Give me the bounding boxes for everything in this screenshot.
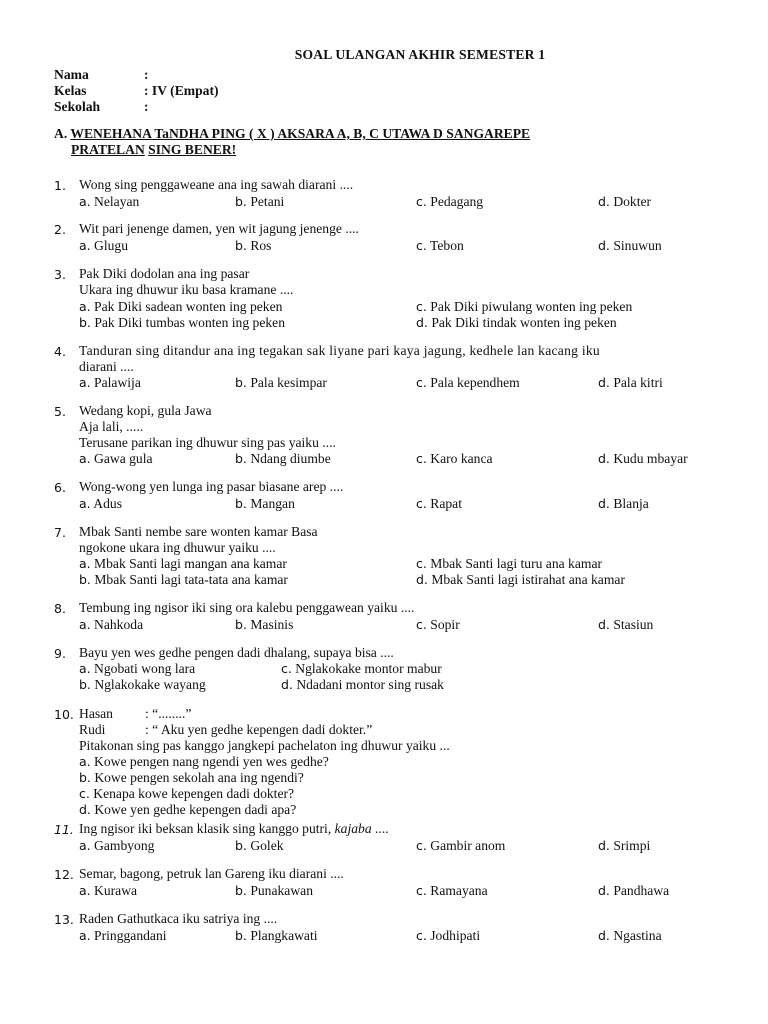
option-b[interactable]: b. Petani [235,194,285,209]
option-letter: b. [235,375,247,390]
dialog-speaker: Hasan [79,706,113,721]
option-letter: a. [79,661,91,676]
nama-value: : [144,67,149,82]
question-stem: Bayu yen wes gedhe pengen dadi dhalang, supaya bisa .... [79,645,394,660]
option-letter: b. [79,677,91,692]
option-letter: c. [416,617,427,632]
option-b[interactable]: b. Nglakokake wayang [79,677,206,692]
option-a[interactable]: a. Kowe pengen nang ngendi yen wes gedhe? [79,754,329,769]
section-instruction [54,126,694,158]
option-letter: b. [79,572,91,587]
option-letter: b. [235,496,247,511]
option-a[interactable]: a. Nahkoda [79,617,144,632]
option-c[interactable]: c. Mbak Santi lagi turu ana kamar [416,556,603,571]
option-letter: a. [79,556,91,571]
option-letter: c. [281,661,292,676]
option-letter: d. [416,572,428,587]
option-letter: a. [79,928,91,943]
dialog-speaker: Rudi [79,722,106,737]
option-letter: d. [598,451,610,466]
question-stem: Tembung ing ngisor iki sing ora kalebu penggawean yaiku .... [79,600,415,615]
option-letter: d. [598,883,610,898]
option-d[interactable]: d. Srimpi [598,838,651,853]
question-stem: Wong-wong yen lunga ing pasar biasane arep .... [79,479,344,494]
option-b[interactable]: b. Pak Diki tumbas wonten ing peken [79,315,285,330]
page-title: SOAL ULANGAN AKHIR SEMESTER 1 [294,47,546,62]
option-b[interactable]: b. Mbak Santi lagi tata-tata ana kamar [79,572,288,587]
option-letter: c. [416,496,427,511]
stem-italic: kajaba [334,821,372,836]
option-letter: d. [598,375,610,390]
question-stem: Raden Gathutkaca iku satriya ing .... [79,911,278,926]
option-letter: b. [235,194,247,209]
question-stem: Terusane parikan ing dhuwur sing pas yaiku .... [79,435,336,450]
option-c[interactable]: c. Ramayana [416,883,488,898]
option-letter: d. [416,315,428,330]
dialog-text: : “........” [145,706,192,721]
option-letter: c. [416,838,427,853]
sekolah-value: : [144,99,149,114]
option-letter: b. [235,617,247,632]
option-d[interactable]: d. Ndadani montor sing rusak [281,677,444,692]
option-b[interactable]: b. Ros [235,238,272,253]
question-number: 7. [54,525,66,540]
option-letter: b. [235,883,247,898]
option-letter: c. [416,556,427,571]
option-letter: a. [79,238,91,253]
section-line2a: PRATELAN [71,142,145,157]
question-number: 13. [54,912,74,927]
option-letter: c. [416,451,427,466]
option-letter: a. [79,299,91,314]
option-d[interactable]: d. Pak Diki tindak wonten ing peken [416,315,617,330]
option-c[interactable]: c. Jodhipati [416,928,481,943]
option-letter: c. [416,238,427,253]
option-letter: d. [598,617,610,632]
question-number: 3. [54,267,66,282]
option-letter: d. [598,496,610,511]
question-number: 11. [54,822,74,837]
question-stem [79,821,389,837]
id-row-nama [54,67,149,83]
question-number: 2. [54,222,66,237]
option-c[interactable]: c. Kenapa kowe kepengen dadi dokter? [79,786,295,801]
option-c[interactable]: c. Gambir anom [416,838,506,853]
question-stem: Mbak Santi nembe sare wonten kamar Basa [79,524,318,539]
option-b[interactable]: b. Mangan [235,496,295,511]
question-number: 6. [54,480,66,495]
sekolah-label: Sekolah [54,99,101,114]
question-stem: Wit pari jenenge damen, yen wit jagung jenenge .... [79,221,359,236]
option-b[interactable]: b. Golek [235,838,284,853]
option-letter: c. [416,928,427,943]
option-b[interactable]: b. Punakawan [235,883,313,898]
option-letter: a. [79,838,91,853]
question-number: 4. [54,344,66,359]
option-a[interactable]: a. Gawa gula [79,451,153,466]
option-c[interactable]: c. Rapat [416,496,462,511]
option-letter: b. [235,451,247,466]
question-number: 8. [54,601,66,616]
option-d[interactable]: d. Mbak Santi lagi istirahat ana kamar [416,572,625,587]
option-d[interactable]: d. Stasiun [598,617,654,632]
stem-end: .... [375,821,389,836]
question-number: 1. [54,178,66,193]
question-stem: Wedang kopi, gula Jawa [79,403,212,418]
question-number: 10. [54,707,74,722]
option-letter: d. [598,928,610,943]
question-stem: ngokone ukara ing dhuwur yaiku .... [79,540,276,555]
question-stem: Semar, bagong, petruk lan Gareng iku diarani .... [79,866,344,881]
option-b[interactable]: b. Plangkawati [235,928,318,943]
option-letter: b. [235,838,247,853]
option-c[interactable]: c. Pala kependhem [416,375,520,390]
question-stem: Pitakonan sing pas kanggo jangkepi pachelaton ing dhuwur yaiku ... [79,738,450,753]
option-d[interactable]: d. Pala kitri [598,375,663,390]
section-line1: WENEHANA TaNDHA PING ( X ) AKSARA A, B, C UTAWA D SANGAREPE [70,126,531,141]
option-letter: a. [79,496,91,511]
option-c[interactable]: c. Tebon [416,238,464,253]
option-a[interactable]: a. Adus [79,496,122,511]
id-row-sekolah [54,99,149,115]
option-letter: a. [79,883,91,898]
option-letter: a. [79,375,91,390]
option-d[interactable]: d. Kowe yen gedhe kepengen dadi apa? [79,802,297,817]
option-b[interactable]: b. Ndang diumbe [235,451,331,466]
question-stem: diarani .... [79,359,134,374]
option-letter: d. [598,238,610,253]
option-a[interactable]: a. Palawija [79,375,141,390]
option-letter: b. [79,315,91,330]
section-prefix: A. [54,126,68,141]
option-letter: a. [79,754,91,769]
option-letter: b. [235,928,247,943]
option-a[interactable]: a. Glugu [79,238,129,253]
option-d[interactable]: d. Ngastina [598,928,662,943]
option-letter: b. [79,770,91,785]
option-c[interactable]: c. Nglakokake montor mabur [281,661,442,676]
question-stem: Tanduran sing ditandur ana ing tegakan sak liyane pari kaya jagung, kedhele lan kacang iku [79,343,600,358]
option-letter: d. [281,677,293,692]
question-number: 9. [54,646,66,661]
question-stem: Aja lali, ..... [79,419,144,434]
question-number: 5. [54,404,66,419]
question-stem: Wong sing penggaweane ana ing sawah diarani .... [79,177,354,192]
option-letter: d. [598,838,610,853]
option-letter: c. [416,883,427,898]
option-letter: a. [79,451,91,466]
kelas-value: : IV (Empat) [144,83,219,98]
dialog-text: : “ Aku yen gedhe kepengen dadi dokter.” [145,722,373,737]
option-d[interactable]: d. Sinuwun [598,238,662,253]
option-c[interactable]: c. Sopir [416,617,460,632]
option-c[interactable]: c. Pedagang [416,194,484,209]
nama-label: Nama [54,67,89,82]
option-b[interactable]: b. Pala kesimpar [235,375,327,390]
option-d[interactable]: d. Pandhawa [598,883,670,898]
option-letter: c. [416,299,427,314]
option-d[interactable]: d. Dokter [598,194,652,209]
option-letter: b. [235,238,247,253]
question-stem: Pak Diki dodolan ana ing pasar [79,266,250,281]
option-a[interactable]: a. Kurawa [79,883,138,898]
option-a[interactable]: a. Pringgandani [79,928,167,943]
option-letter: d. [598,194,610,209]
question-number: 12. [54,867,74,882]
id-row-kelas [54,83,219,99]
option-a[interactable]: a. Ngobati wong lara [79,661,196,676]
option-a[interactable]: a. Nelayan [79,194,140,209]
option-letter: c. [416,194,427,209]
option-letter: a. [79,617,91,632]
option-d[interactable]: d. Blanja [598,496,649,511]
option-a[interactable]: a. Mbak Santi lagi mangan ana kamar [79,556,287,571]
section-line2b: SING BENER! [148,142,237,157]
option-c[interactable]: c. Pak Diki piwulang wonten ing peken [416,299,633,314]
option-letter: a. [79,194,91,209]
kelas-label: Kelas [54,83,87,98]
option-letter: c. [79,786,90,801]
option-a[interactable]: a. Pak Diki sadean wonten ing peken [79,299,283,314]
stem-main: Ing ngisor iki beksan klasik sing kanggo putri, [79,821,332,836]
question-stem: Ukara ing dhuwur iku basa kramane .... [79,282,294,297]
option-d[interactable]: d. Kudu mbayar [598,451,688,466]
option-b[interactable]: b. Kowe pengen sekolah ana ing ngendi? [79,770,304,785]
option-b[interactable]: b. Masinis [235,617,294,632]
option-letter: d. [79,802,91,817]
option-letter: c. [416,375,427,390]
option-a[interactable]: a. Gambyong [79,838,155,853]
option-c[interactable]: c. Karo kanca [416,451,493,466]
